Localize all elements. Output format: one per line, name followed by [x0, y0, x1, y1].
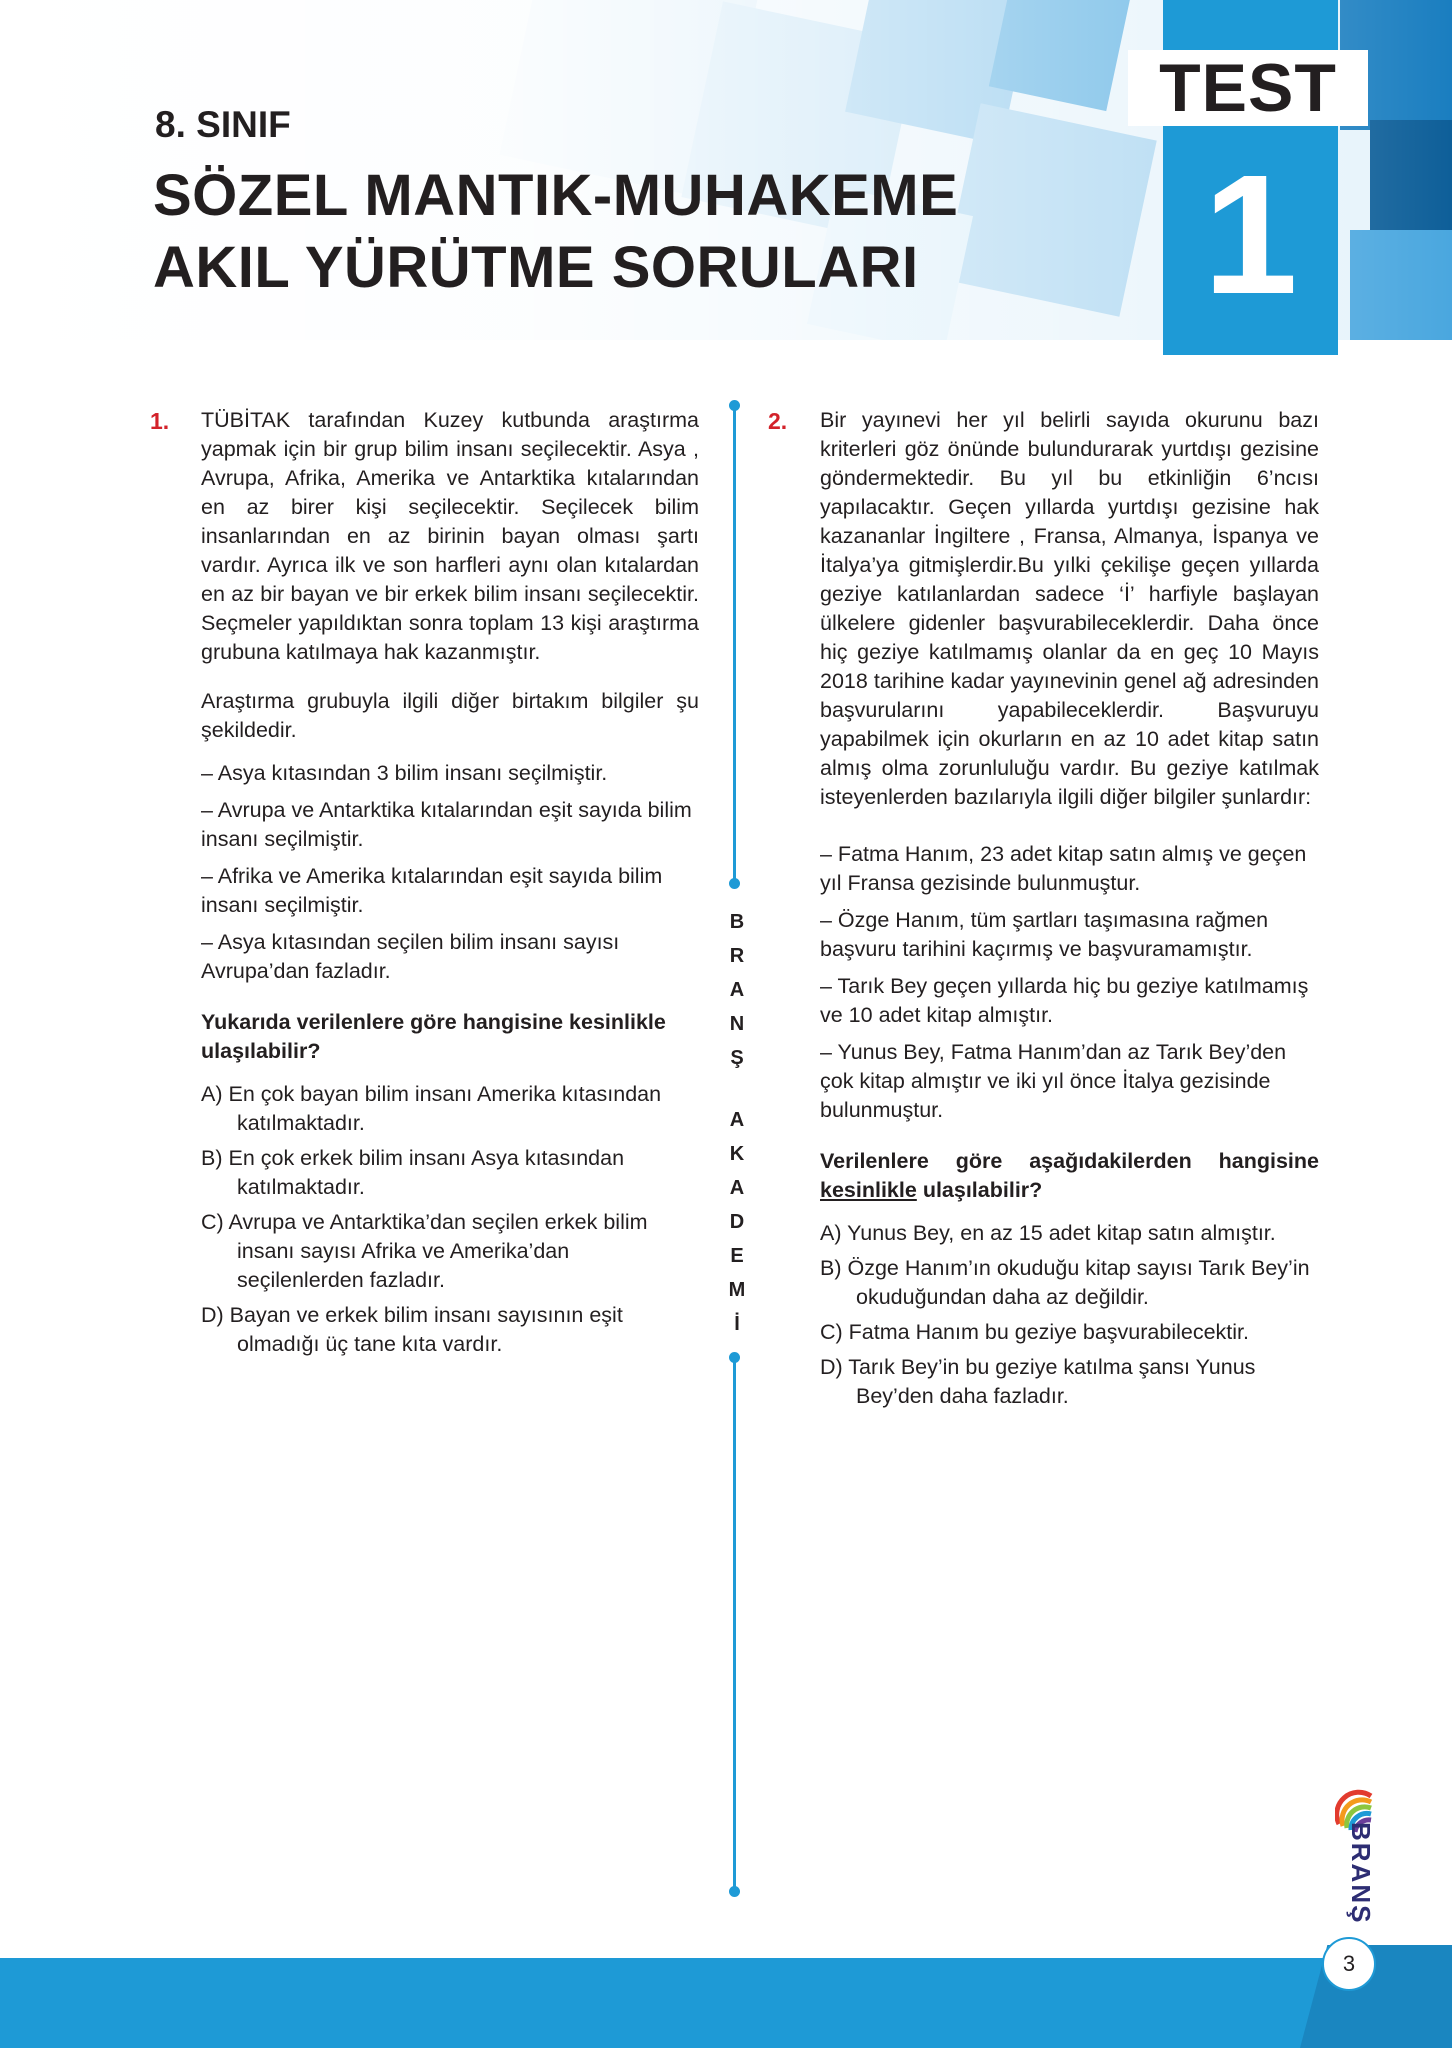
test-label: TEST	[1128, 50, 1368, 126]
question-2-option-d[interactable]: D) Tarık Bey’in bu geziye katılma şansı Yunus Bey’den daha fazladır.	[820, 1355, 1256, 1408]
divider-line-top	[733, 405, 736, 883]
question-1-paragraph: TÜBİTAK tarafından Kuzey kutbunda araştırma yapmak için bir grup bilim insanı seçilecektir. Asya , Avrupa, Afrika, Amerika ve Antarktika kıtalarından en az birer kişi seçilecektir. Seçilecek bilim insanlarından en az birinin bayan olması şartı vardır. Ayrıca ilk ve son harfleri aynı olan kıtalardan en az bir bayan ve bir erkek bilim insanı seçilecektir. Seçmeler yapıldıktan sonra toplam 13 kişi araştırma grubuna katılmaya hak kazanmıştır.	[201, 408, 699, 664]
question-2-option-c[interactable]: C) Fatma Hanım bu geziye başvurabilecektir.	[820, 1320, 1249, 1344]
test-number: 1	[1203, 140, 1298, 330]
question-2-item: – Yunus Bey, Fatma Hanım’dan az Tarık Bey’den çok kitap almıştır ve iki yıl önce İtalya gezisinde bulunmuştur.	[820, 1040, 1287, 1122]
question-2-number: 2.	[768, 408, 788, 434]
divider-dot	[729, 878, 740, 889]
question-1-intro: Araştırma grubuyla ilgili diğer birtakım bilgiler şu şekildedir.	[201, 689, 699, 742]
grade-label: 8. SINIF	[155, 104, 291, 145]
question-1-option-d[interactable]: D) Bayan ve erkek bilim insanı sayısının eşit olmadığı üç tane kıta vardır.	[201, 1303, 623, 1356]
divider-line-bottom	[733, 1358, 736, 1888]
question-2-paragraph: Bir yayınevi her yıl belirli sayıda okurunu bazı kriterleri göz önünde bulundurarak yurtdışı gezisine göndermektedir. Bu yıl bu etkinliğin 6’ncısı yapılacaktır. Geçen yıllarda yurtdışı gezisine hak kazananlar İngiltere , Fransa, Almanya, İspanya ve İtalya’ya gitmişlerdir.Bu yılki çekilişe geçen yıllarda geziye katılanlardan sadece ‘İ’ harfiyle başlayan ülkelere gidenler başvurabileceklerdir. Daha önce hiç geziye katılmamış olanlar da en geç 10 Mayıs 2018 tarihine kadar yayınevinin genel ağ adresinden başvurularını yapabileceklerdir. Başvuruyu yapabilmek için okurların en az 10 adet kitap satın almış olma zorunluluğu vardır. Bu geziye katılmak isteyenlerden bazılarıyla ilgili diğer bilgiler şunlardır:	[820, 408, 1319, 809]
question-2-item: – Fatma Hanım, 23 adet kitap satın almış ve geçen yıl Fransa gezisinde bulunmuştur.	[820, 842, 1307, 895]
question-2-prompt: Verilenlere göre aşağıdakilerden hangisine kesinlikle ulaşılabilir?	[820, 1149, 1319, 1202]
page-number: 3	[1322, 1937, 1376, 1991]
question-1-option-b[interactable]: B) En çok erkek bilim insanı Asya kıtasından katılmaktadır.	[201, 1146, 625, 1199]
question-2-option-b[interactable]: B) Özge Hanım’ın okuduğu kitap sayısı Tarık Bey’in okuduğundan daha az değildir.	[820, 1256, 1310, 1309]
question-1-item: – Afrika ve Amerika kıtalarından eşit sayıda bilim insanı seçilmiştir.	[201, 864, 663, 917]
question-2-item: – Tarık Bey geçen yıllarda hiç bu geziye katılmamış ve 10 adet kitap almıştır.	[820, 974, 1309, 1027]
page-title	[153, 160, 958, 304]
question-1-item: – Avrupa ve Antarktika kıtalarından eşit sayıda bilim insanı seçilmiştir.	[201, 798, 692, 851]
divider-dot-bottom	[729, 1886, 740, 1897]
footer-bar	[0, 1958, 1452, 2048]
question-1-number: 1.	[150, 408, 170, 434]
question-1-item: – Asya kıtasından 3 bilim insanı seçilmiştir.	[201, 761, 608, 785]
question-2-option-a[interactable]: A) Yunus Bey, en az 15 adet kitap satın almıştır.	[820, 1221, 1276, 1245]
brans-logo-text: BRANŞ	[1346, 1822, 1376, 1925]
title-line-2: AKIL YÜRÜTME SORULARI	[153, 235, 919, 300]
title-line-1: SÖZEL MANTIK-MUHAKEME	[153, 163, 959, 228]
question-2	[820, 406, 1319, 1417]
question-1-prompt: Yukarıda verilenlere göre hangisine kesinlikle ulaşılabilir?	[201, 1010, 666, 1063]
question-1-option-c[interactable]: C) Avrupa ve Antarktika’dan seçilen erkek bilim insanı sayısı Afrika ve Amerika’dan seçilenlerden fazladır.	[201, 1210, 648, 1292]
question-1-option-a[interactable]: A) En çok bayan bilim insanı Amerika kıtasından katılmaktadır.	[201, 1082, 662, 1135]
side-brand-text: B R A N Ş A K A D E M İ	[728, 911, 746, 1335]
question-1	[201, 406, 699, 1365]
question-1-item: – Asya kıtasından seçilen bilim insanı sayısı Avrupa’dan fazladır.	[201, 930, 620, 983]
question-2-item: – Özge Hanım, tüm şartları taşımasına rağmen başvuru tarihini kaçırmış ve başvuramamıştır.	[820, 908, 1269, 961]
